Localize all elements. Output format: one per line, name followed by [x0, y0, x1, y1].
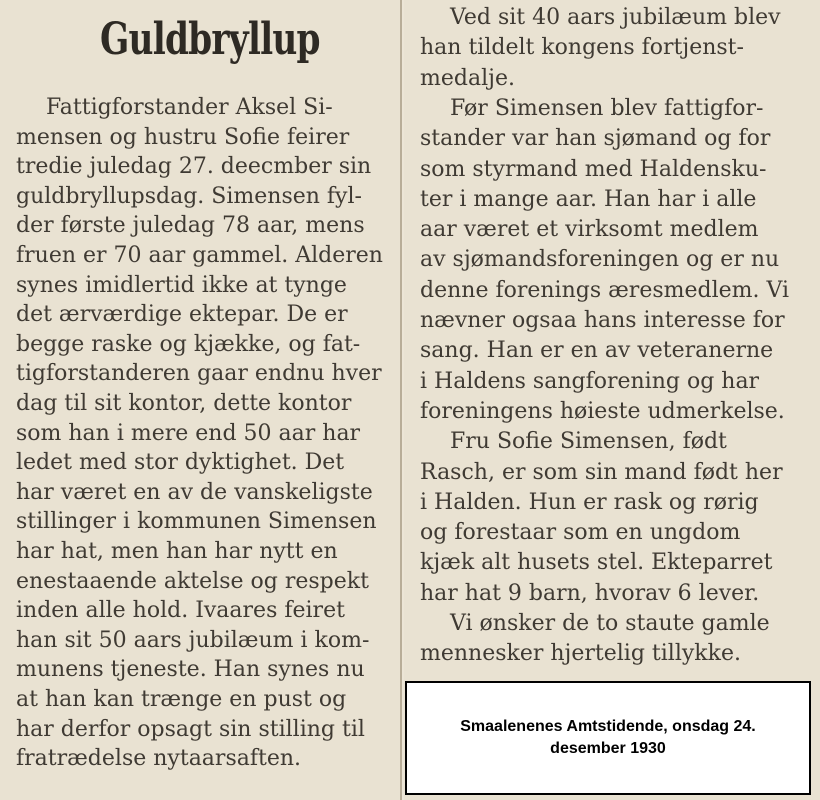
text-line: av sjømandsforeningen og er nu [420, 247, 780, 273]
text-line: nævner ogsaa hans interesse for [420, 308, 785, 333]
text-line: guldbryllupsdag. Simensen fyl- [16, 183, 362, 209]
text-line: har hat 9 barn, hvorav 6 lever. [420, 580, 760, 606]
text-line: sang. Han er en av veteranerne [420, 338, 774, 364]
text-line: medalje. [420, 65, 515, 91]
headline: Guldbryllup [100, 14, 320, 65]
text-line: denne forenings æresmedlem. Vi [420, 277, 790, 303]
text-line: som styrmand med Haldensku- [420, 156, 767, 182]
text-line: som han i mere end 50 aar har [16, 420, 361, 446]
text-line: har hat, men han har nytt en [16, 539, 338, 564]
text-line: mensen og hustru Sofie feirer [16, 124, 350, 150]
text-line: Før Simensen blev fattigfor- [450, 95, 764, 121]
text-line: der første juledag 78 aar, mens [16, 213, 365, 239]
text-line: ledet med stor dyktighet. Det [16, 450, 345, 476]
right-column [404, 0, 820, 800]
text-line: mennesker hjertelig tillykke. [420, 641, 741, 667]
left-column [0, 0, 402, 800]
text-line: har derfor opsagt sin stilling til [16, 716, 365, 742]
text-line: i Haldens sangforening og har [420, 368, 760, 394]
text-line: stillinger i kommunen Simensen [16, 509, 377, 535]
text-line: fratrædelse nytaarsaften. [16, 746, 302, 772]
text-line: at han kan trænge en pust og [16, 687, 347, 712]
text-line: synes imidlertid ikke at tynge [16, 272, 347, 298]
text-line: det ærværdige ektepar. De er [16, 302, 348, 328]
text-line: inden alle hold. Ivaares feiret [16, 598, 345, 624]
text-line: han tildelt kongens fortjenst- [420, 35, 744, 61]
caption-text: Smaalenenes Amtstidende, onsdag 24. desember 1930 [460, 718, 756, 757]
text-line: fruen er 70 aar gammel. Alderen [16, 243, 383, 268]
text-line: og forestaar som en ungdom [420, 520, 741, 546]
text-line: Rasch, er som sin mand født her [420, 459, 783, 485]
text-line: tigforstanderen gaar endnu hver [16, 361, 382, 387]
text-line: enestaaende aktelse og respekt [16, 568, 369, 594]
source-caption [405, 681, 811, 795]
text-line: i Halden. Hun er rask og rørig [420, 489, 759, 515]
text-line: tredie juledag 27. deecmber sin [16, 154, 372, 180]
text-line: Ved sit 40 aars jubilæum blev [450, 5, 781, 30]
text-line: Fattigforstander Aksel Si- [46, 95, 333, 120]
text-line: stander var han sjømand og for [420, 126, 771, 152]
text-line: foreningens høieste udmerkelse. [420, 398, 785, 424]
text-line: Vi ønsker de to staute gamle [450, 611, 770, 636]
text-line: dag til sit kontor, dette kontor [16, 391, 352, 416]
text-line: Fru Sofie Simensen, født [450, 429, 727, 455]
text-line: begge raske og kjække, og fat- [16, 331, 361, 357]
text-line: munens tjeneste. Han synes nu [16, 657, 365, 683]
text-line: har været en av de vanskeligste [16, 479, 373, 505]
text-line: ter i mange aar. Han har i alle [420, 186, 757, 212]
text-line: kjæk alt husets stel. Ekteparret [420, 550, 773, 576]
text-line: han sit 50 aars jubilæum i kom- [16, 627, 370, 653]
text-line: aar været et virksomt medlem [420, 217, 759, 243]
